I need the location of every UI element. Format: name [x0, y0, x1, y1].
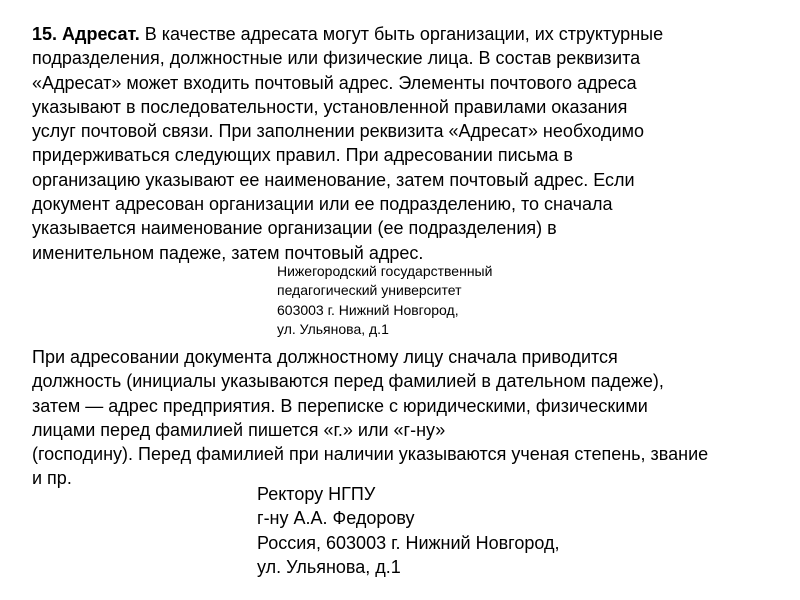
paragraph-line: организацию указывают ее наименование, затем почтовый адрес. Если: [32, 169, 635, 190]
paragraph-line: затем — адрес предприятия. В переписке с юридическими, физическими: [32, 395, 648, 416]
address-line: Россия, 603003 г. Нижний Новгород,: [257, 532, 560, 553]
paragraph-line: документ адресован организации или ее подразделению, то сначала: [32, 194, 613, 215]
address-line: Ректору НГПУ: [257, 484, 376, 504]
address-line: ул. Ульянова, д.1: [277, 320, 389, 337]
paragraph-line: должность (инициалы указываются перед фамилией в дательном падеже),: [32, 371, 664, 392]
paragraph-line: «Адресат» может входить почтовый адрес. Элементы почтового адреса: [32, 72, 637, 93]
paragraph-line: подразделения, должностные или физические лица. В состав реквизита: [32, 48, 641, 69]
paragraph-line: лицами перед фамилией пишется «г.» или «г-ну»: [32, 419, 446, 440]
paragraph-line: придерживаться следующих правил. При адресовании письма в: [32, 145, 573, 166]
address-line: ул. Ульянова, д.1: [257, 556, 401, 577]
address-line: педагогический университет: [277, 282, 462, 299]
paragraph-line: услуг почтовой связи. При заполнении реквизита «Адресат» необходимо: [32, 121, 644, 142]
paragraph-official-addressee: [32, 345, 708, 491]
paragraph-line: [32, 22, 663, 46]
paragraph-line: именительном падеже, затем почтовый адрес.: [32, 242, 424, 263]
example-address-organization: [277, 262, 492, 339]
example-address-official: [257, 482, 560, 579]
paragraph-line: (господину). Перед фамилией при наличии указываются ученая степень, звание: [32, 444, 709, 465]
paragraph-line: указывают в последовательности, установленной правилами оказания: [32, 96, 628, 117]
paragraph-line: и пр.: [32, 468, 72, 489]
address-line: Нижегородский государственный: [277, 263, 493, 279]
paragraph-addressee-intro: [32, 22, 663, 265]
paragraph-line: указывается наименование организации (ее подразделения) в: [32, 218, 557, 239]
paragraph-line: При адресовании документа должностному лицу сначала приводится: [32, 347, 618, 367]
paragraph-text: В качестве адресата могут быть организации, их структурные: [139, 24, 664, 44]
section-heading: 15. Адресат.: [32, 24, 140, 44]
address-line: 603003 г. Нижний Новгород,: [277, 301, 459, 318]
address-line: г-ну А.А. Федорову: [257, 508, 415, 529]
